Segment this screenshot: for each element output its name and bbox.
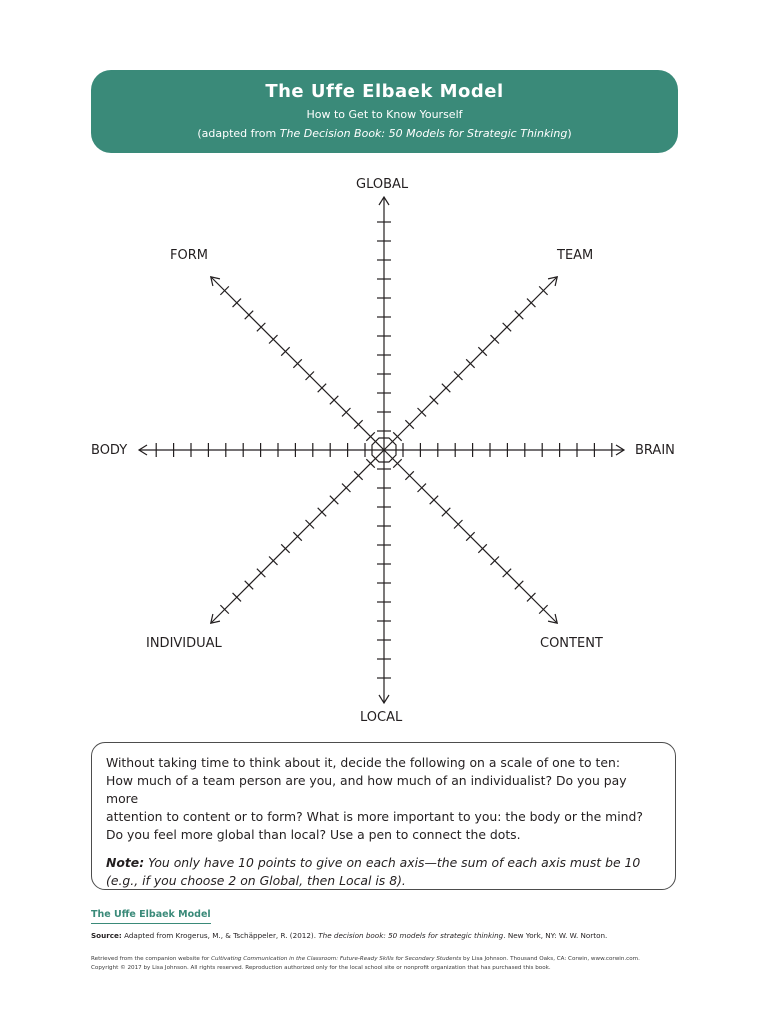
axis-label-form: FORM	[170, 248, 208, 263]
axis-label-local: LOCAL	[360, 710, 403, 725]
axis-label-team: TEAM	[557, 248, 594, 263]
footer-title: The Uffe Elbaek Model	[91, 909, 211, 924]
axes-group	[139, 197, 624, 703]
adapted-book-title: The Decision Book: 50 Models for Strategic Thinking	[279, 127, 568, 140]
source-suffix: . New York, NY: W. W. Norton.	[503, 931, 608, 940]
retrieved-suffix: by Lisa Johnson. Thousand Oaks, CA: Corwin, www.corwin.com.	[461, 956, 640, 962]
source-prefix: Adapted from Krogerus, M., & Tschäppeler, R. (2012).	[121, 931, 319, 940]
adapted-from-note	[91, 127, 678, 141]
source-label: Source:	[91, 931, 122, 940]
source-citation	[91, 931, 607, 940]
instructions-box	[91, 742, 676, 890]
axis-label-body: BODY	[91, 443, 128, 458]
instructions-line-2: How much of a team person are you, and how much of an individualist? Do you pay more	[106, 773, 627, 806]
note-text: You only have 10 points to give on each axis—the sum of each axis must be 10 (e.g., if you choose 2 on Global, then Local is 8).	[106, 855, 641, 888]
axis-label-individual: INDIVIDUAL	[146, 636, 222, 651]
note-label: Note:	[106, 855, 145, 870]
instructions-line-1: Without taking time to think about it, decide the following on a scale of one to ten:	[106, 755, 621, 770]
adapted-suffix: )	[567, 127, 572, 140]
retrieved-prefix: Retrieved from the companion website for	[91, 956, 212, 962]
adapted-prefix: (adapted from	[197, 127, 280, 140]
retrieved-notice	[91, 955, 691, 973]
retrieved-book: Cultivating Communication in the Classroom: Future-Ready Skills for Secondary Students	[211, 956, 462, 962]
instructions-note	[106, 854, 662, 890]
axis-label-content: CONTENT	[540, 636, 603, 651]
title-banner	[91, 70, 678, 153]
page-title: The Uffe Elbaek Model	[265, 81, 504, 102]
retrieved-line	[91, 955, 691, 964]
source-book: The decision book: 50 models for strategic thinking	[318, 931, 504, 940]
instructions-line-4: Do you feel more global than local? Use a pen to connect the dots.	[106, 827, 521, 842]
page-subtitle: How to Get to Know Yourself	[306, 108, 463, 121]
axis-label-global: GLOBAL	[356, 177, 409, 192]
instructions-line-3: attention to content or to form? What is more important to you: the body or the mind?	[106, 809, 643, 824]
copyright-line: Copyright © 2017 by Lisa Johnson. All rights reserved. Reproduction authorized only for the local school site or nonprofit organization that has purchased this book.	[91, 965, 551, 971]
axis-label-brain: BRAIN	[635, 443, 675, 458]
